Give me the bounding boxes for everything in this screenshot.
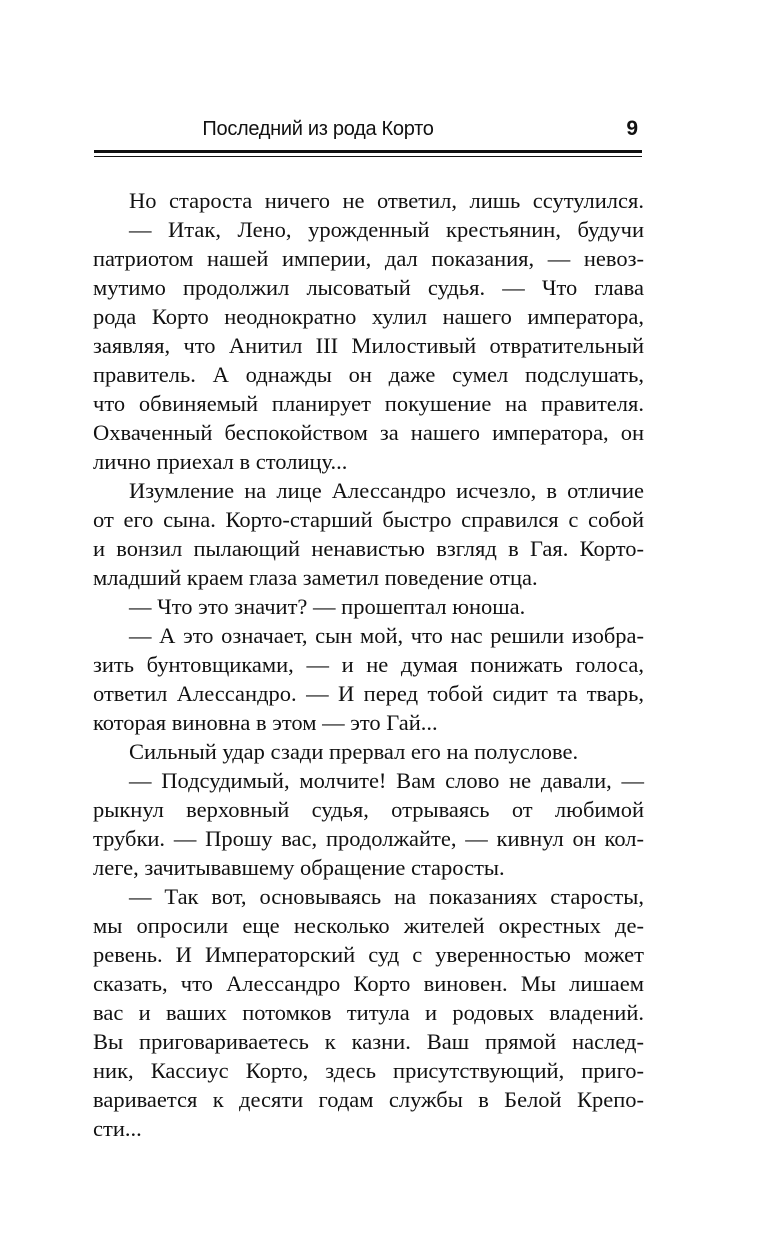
text-line: зить бунтовщиками, — и не думая понижать голоса, <box>93 652 644 677</box>
text-line: младший краем глаза заметил поведение отца. <box>93 565 538 590</box>
text-line: вас и ваших потомков титула и родовых владений. <box>93 1000 644 1025</box>
text-line: мы опросили еще несколько жителей окрестных де- <box>93 913 644 938</box>
text-line: Изумление на лице Алессандро исчезло, в отличие <box>129 478 644 503</box>
text-line: варивается к десяти годам службы в Белой Крепо- <box>93 1087 644 1112</box>
text-line: — Что это значит? — прошептал юноша. <box>129 594 526 619</box>
text-line: которая виновна в этом — это Гай... <box>93 710 438 735</box>
text-line: заявляя, что Анитил III Милостивый отвратительный <box>93 333 644 358</box>
text-line: сказать, что Алессандро Корто виновен. Мы лишаем <box>93 971 644 996</box>
running-header <box>94 114 642 148</box>
text-line: мутимо продолжил лысоватый судья. — Что глава <box>93 275 644 300</box>
text-line: ответил Алессандро. — И перед тобой сидит та тварь, <box>93 681 644 706</box>
text-line: — Подсудимый, молчите! Вам слово не давали, — <box>129 768 644 793</box>
header-rule-thick <box>94 150 642 153</box>
text-line: сти... <box>93 1116 142 1141</box>
text-line: патриотом нашей империи, дал показания, — невоз- <box>93 246 644 271</box>
text-line: — А это означает, сын мой, что нас решили изобра- <box>129 623 644 648</box>
text-line: леге, зачитывавшему обращение старосты. <box>93 855 505 880</box>
text-line: и вонзил пылающий ненавистью взгляд в Гая. Корто- <box>93 536 644 561</box>
page-number: 9 <box>626 117 638 140</box>
text-line: от его сына. Корто-старший быстро справился с собой <box>93 507 644 532</box>
body-text <box>93 186 644 1143</box>
text-line: что обвиняемый планирует покушение на правителя. <box>93 391 644 416</box>
text-line: лично приехал в столицу... <box>93 449 348 474</box>
text-line: Сильный удар сзади прервал его на полуслове. <box>129 739 579 764</box>
text-line: Вы приговариваетесь к казни. Ваш прямой наслед- <box>93 1029 644 1054</box>
text-line: ревень. И Императорский суд с уверенностью может <box>93 942 644 967</box>
header-rule-thin <box>94 156 642 157</box>
text-line: Охваченный беспокойством за нашего императора, он <box>93 420 644 445</box>
text-line: трубки. — Прошу вас, продолжайте, — кивнул он кол- <box>93 826 644 851</box>
text-line: правитель. А однажды он даже сумел подслушать, <box>93 362 644 387</box>
text-line: рода Корто неоднократно хулил нашего императора, <box>93 304 644 329</box>
text-line: — Так вот, основываясь на показаниях старосты, <box>129 884 644 909</box>
text-line: Но староста ничего не ответил, лишь ссутулился. <box>129 188 644 213</box>
running-title: Последний из рода Корто <box>202 118 434 140</box>
text-line: рыкнул верховный судья, отрываясь от любимой <box>93 797 644 822</box>
text-line: — Итак, Лено, урожденный крестьянин, будучи <box>129 217 644 242</box>
text-line: ник, Кассиус Корто, здесь присутствующий, приго- <box>93 1058 644 1083</box>
